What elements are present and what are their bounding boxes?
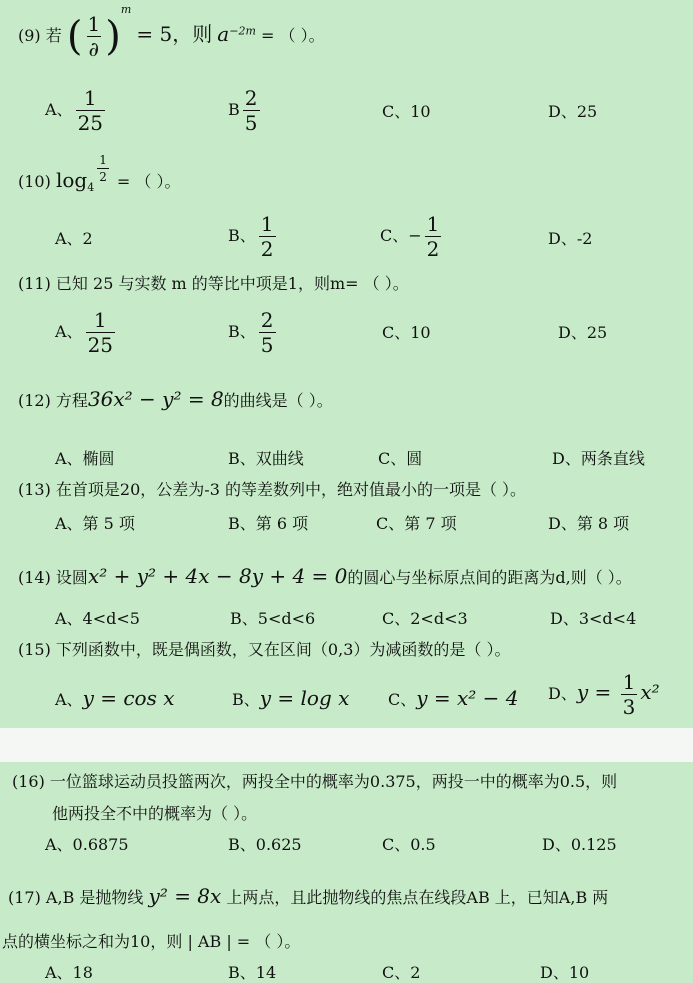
option-a: A、2 <box>55 229 93 248</box>
option-c: C、10 <box>382 323 431 342</box>
option-d: D、两条直线 <box>552 449 645 468</box>
option-b: B、第 6 项 <box>228 514 309 533</box>
option-d: D、-2 <box>548 229 593 248</box>
option-c: C、0.5 <box>382 835 436 854</box>
option-label: D、 <box>548 684 577 703</box>
numerator: 1 <box>87 12 101 36</box>
option-d: D、25 <box>558 323 608 342</box>
option-label: B、 <box>232 690 260 709</box>
option-a: A、0.6875 <box>45 835 129 854</box>
numerator: 1 <box>622 670 636 694</box>
denominator: 5 <box>244 111 258 135</box>
option-label: A、 <box>55 690 83 709</box>
denominator: 2 <box>99 170 107 184</box>
question-16-line-1: (16) 一位篮球运动员投篮两次，两投全中的概率为0.375，两投一中的概率为0.5，则 <box>12 772 618 791</box>
option-label: C、 <box>388 690 417 709</box>
option-d: D、第 8 项 <box>548 514 630 533</box>
question-15: (15) 下列函数中，既是偶函数，又在区间（0,3）为减函数的是（ ）。 <box>18 640 511 659</box>
question-text: (12) 方程 <box>18 391 88 410</box>
option-b: B、双曲线 <box>228 449 304 468</box>
option-label: B <box>228 100 240 119</box>
numerator: 1 <box>99 153 107 167</box>
option-expression: x² <box>640 680 660 704</box>
numerator: 1 <box>93 308 107 332</box>
option-d: D、0.125 <box>542 835 617 854</box>
equation: y² = 8x <box>148 884 222 908</box>
fraction <box>621 672 638 717</box>
option-a <box>55 688 174 708</box>
fraction <box>243 88 260 133</box>
log-base: 4 <box>87 181 95 195</box>
question-text: (17) A,B 是抛物线 <box>8 888 144 907</box>
question-14 <box>18 566 632 586</box>
option-c: C、2<d<3 <box>382 609 468 628</box>
numerator: 2 <box>260 308 274 332</box>
option-b: B、0.625 <box>228 835 302 854</box>
math-base: a <box>217 22 230 46</box>
fraction <box>259 310 276 355</box>
option-d: D、3<d<4 <box>550 609 637 628</box>
question-13: (13) 在首项是20，公差为-3 的等差数列中，绝对值最小的一项是（ ）。 <box>18 480 527 499</box>
page-gap <box>0 728 693 762</box>
denominator: 25 <box>87 333 114 357</box>
fraction <box>259 214 276 259</box>
option-c: C、圆 <box>378 449 423 468</box>
question-11: (11) 已知 25 与实数 m 的等比中项是1，则m= （ ）。 <box>18 274 409 293</box>
option-b <box>232 688 349 708</box>
numerator: 2 <box>244 86 258 110</box>
option-c: C、10 <box>382 102 431 121</box>
option-d <box>548 672 660 717</box>
option-c: C、第 7 项 <box>376 514 457 533</box>
question-number: (9) <box>18 26 41 45</box>
question-10 <box>18 153 181 197</box>
fraction <box>85 14 102 59</box>
question-text: 若 <box>45 26 62 45</box>
option-a <box>55 310 118 355</box>
option-expression: y = x² − 4 <box>416 686 519 710</box>
question-number: (10) <box>18 172 51 191</box>
option-d: D、25 <box>548 102 598 121</box>
question-17-line-2: 点的横坐标之和为10，则 | AB | = （ ）。 <box>2 932 301 951</box>
denominator: 5 <box>260 333 274 357</box>
question-17-line-1 <box>8 886 608 906</box>
question-text: (14) 设圆 <box>18 568 88 587</box>
option-expression: y = <box>576 680 618 704</box>
exponent: m <box>120 2 132 16</box>
denominator: 25 <box>77 111 104 135</box>
option-c <box>388 688 519 708</box>
paren-open: ( <box>66 13 83 60</box>
denominator: 3 <box>622 695 636 719</box>
option-c <box>380 214 444 259</box>
question-text: 上两点，且此抛物线的焦点在线段AB 上，已知A,B 两 <box>226 888 609 907</box>
numerator: 1 <box>426 212 440 236</box>
equation: 36x² − y² = 8 <box>87 387 224 411</box>
denominator: 2 <box>426 237 440 261</box>
fraction-exponent <box>97 154 109 183</box>
option-b <box>228 214 279 259</box>
paren-close: ) <box>105 13 121 60</box>
option-b: B、5<d<6 <box>230 609 316 628</box>
numerator: 1 <box>260 212 274 236</box>
exponent: −2m <box>229 24 256 38</box>
question-text: = （ ）。 <box>260 26 325 45</box>
option-b <box>228 310 279 355</box>
option-expression: y = cos x <box>82 686 175 710</box>
denominator: 2 <box>260 237 274 261</box>
option-a: A、椭圆 <box>55 449 115 468</box>
option-label: A、 <box>55 322 83 341</box>
option-a: A、18 <box>45 963 93 982</box>
option-label: C、− <box>380 226 422 245</box>
option-b <box>228 88 263 133</box>
question-text: 的曲线是（ ）。 <box>223 391 333 410</box>
option-a: A、4<d<5 <box>55 609 140 628</box>
question-text: = 5，则 <box>136 22 213 46</box>
option-a: A、第 5 项 <box>55 514 135 533</box>
question-text: = （ ）。 <box>116 172 181 191</box>
option-b: B、14 <box>228 963 277 982</box>
numerator: 1 <box>83 86 97 110</box>
fraction <box>86 310 115 355</box>
option-expression: y = log x <box>259 686 350 710</box>
option-label: B、 <box>228 226 256 245</box>
fraction <box>76 88 105 133</box>
question-9 <box>18 2 325 61</box>
option-label: B、 <box>228 322 256 341</box>
option-label: A、 <box>45 100 73 119</box>
math-log: log <box>55 168 88 192</box>
fraction <box>425 214 442 259</box>
denominator: ∂ <box>88 37 100 61</box>
question-text: 的圆心与坐标原点间的距离为d,则（ ）。 <box>347 568 632 587</box>
equation: x² + y² + 4x − 8y + 4 = 0 <box>87 564 348 588</box>
option-c: C、2 <box>382 963 421 982</box>
question-12 <box>18 389 333 409</box>
option-d: D、10 <box>540 963 590 982</box>
option-a <box>45 88 108 133</box>
question-16-line-2: 他两投全不中的概率为（ ）。 <box>52 804 258 823</box>
